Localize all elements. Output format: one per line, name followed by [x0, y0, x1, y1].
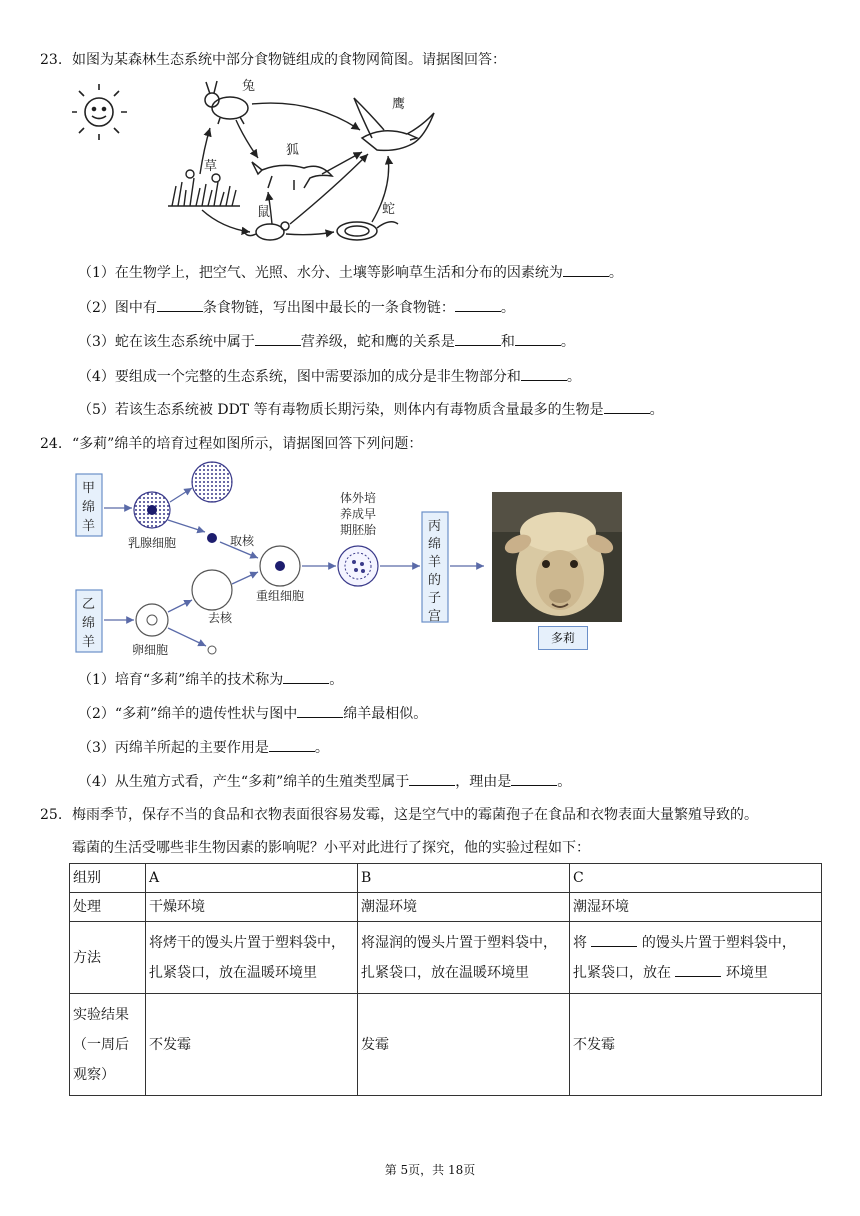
- q23-sub1: （1）在生物学上，把空气、光照、水分、土壤等影响草生活和分布的因素统为 。: [78, 262, 623, 283]
- q23-sub2: （2）图中有 条食物链，写出图中最长的一条食物链： 。: [78, 297, 515, 318]
- label-fox: 狐: [286, 143, 300, 158]
- table-row: 方法 将烤干的馒头片置于塑料袋中， 扎紧袋口，放在温暖环境里 将湿润的馒头片置于塑料袋中， 扎紧袋口，放在温暖环境里 将 的馒头片置于塑料袋中， 扎紧袋口，放在 环境里: [70, 922, 822, 994]
- label-mouse: 鼠: [257, 205, 271, 220]
- answer-blank[interactable]: [515, 331, 561, 346]
- dolly-label: 多莉: [538, 626, 588, 650]
- q24-number: 24.: [40, 436, 63, 452]
- label-take-nucleus: 取核: [230, 534, 255, 548]
- label-embryo: 期胚胎: [340, 523, 377, 537]
- arrow-grass-mouse: [202, 210, 250, 232]
- q23-sub3: （3）蛇在该生态系统中属于 营养级，蛇和鹰的关系是 和 。: [78, 331, 575, 352]
- answer-blank[interactable]: [604, 399, 650, 414]
- label-snake: 蛇: [382, 202, 396, 217]
- q24-stem: 24. “多莉”绵羊的培育过程如图所示，请据图回答下列问题：: [40, 436, 423, 452]
- answer-blank[interactable]: [455, 331, 501, 346]
- answer-blank[interactable]: [409, 771, 455, 786]
- label-grass: 草: [204, 159, 218, 174]
- table-row: 组别 A B C: [70, 864, 822, 893]
- q24-sub1: （1）培育“多莉”绵羊的技术称为 。: [78, 669, 343, 690]
- label-sheep-b: 乙绵羊: [82, 597, 96, 650]
- table-row: 处理 干燥环境 潮湿环境 潮湿环境: [70, 893, 822, 922]
- arrow-mouse-eagle: [290, 154, 368, 224]
- answer-blank[interactable]: [255, 331, 301, 346]
- grass-icon: [168, 170, 240, 206]
- embryo-icon: [338, 546, 378, 586]
- answer-blank[interactable]: [521, 366, 567, 381]
- nucleus-icon: [207, 533, 217, 543]
- label-embryo: 养成早: [340, 507, 377, 521]
- answer-blank[interactable]: [157, 297, 203, 312]
- arrow-rabbit-eagle: [252, 103, 360, 130]
- mouse-icon: [244, 222, 289, 240]
- label-recombined-cell: 重组细胞: [256, 589, 305, 603]
- label-rabbit: 兔: [242, 79, 256, 94]
- arrow-fox-eagle: [322, 152, 362, 174]
- answer-blank[interactable]: [269, 737, 315, 752]
- arrow-mouse-snake: [286, 232, 334, 235]
- q23-number: 23.: [40, 52, 63, 68]
- label-mammary-cell: 乳腺细胞: [128, 536, 177, 550]
- food-web-figure: [72, 78, 442, 253]
- answer-blank[interactable]: [511, 771, 557, 786]
- sun-icon: [72, 84, 127, 140]
- dotted-cell-icon: [192, 462, 232, 502]
- q23-sub5: （5）若该生态系统被 DDT 等有毒物质长期污染，则体内有毒物质含量最多的生物是 。: [78, 399, 664, 420]
- q25-stem: 25. 梅雨季节，保存不当的食品和衣物表面很容易发霉，这是空气中的霉菌孢子在食品和衣物表面大量繁殖导致的。: [40, 807, 758, 823]
- answer-blank[interactable]: [563, 262, 609, 277]
- q24-sub2: （2）“多莉”绵羊的遗传性状与图中 绵羊最相似。: [78, 703, 427, 724]
- fox-icon: [252, 162, 332, 190]
- answer-blank[interactable]: [455, 297, 501, 312]
- table-row: 实验结果 （一周后 观察） 不发霉 发霉 不发霉: [70, 994, 822, 1096]
- experiment-table: [69, 863, 822, 1096]
- label-embryo: 体外培: [340, 491, 377, 505]
- answer-blank[interactable]: [283, 669, 329, 684]
- page-footer: 第 5页，共 18页: [384, 1163, 476, 1177]
- q24-sub4: （4）从生殖方式看，产生“多莉”绵羊的生殖类型属于 ，理由是 。: [78, 771, 571, 792]
- answer-blank[interactable]: [297, 703, 343, 718]
- snake-icon: [337, 222, 398, 240]
- label-eagle: 鹰: [392, 97, 406, 112]
- q25-number: 25.: [40, 807, 63, 823]
- enucleated-egg-icon: [192, 570, 232, 610]
- q24-sub3: （3）丙绵羊所起的主要作用是 。: [78, 737, 329, 758]
- arrow-rabbit-fox: [236, 120, 258, 158]
- q23-stem: 23. 如图为某森林生态系统中部分食物链组成的食物网简图。请据图回答：: [40, 52, 506, 68]
- label-remove-nucleus: 去核: [208, 611, 233, 625]
- label-sheep-c-uterus: 丙绵羊的子宫: [428, 519, 442, 624]
- answer-blank[interactable]: [591, 932, 637, 947]
- dolly-photo: [492, 492, 622, 622]
- answer-blank[interactable]: [675, 962, 721, 977]
- q25-stem-line2: 霉菌的生活受哪些非生物因素的影响呢？小平对此进行了探究，他的实验过程如下：: [72, 840, 590, 856]
- q23-sub4: （4）要组成一个完整的生态系统，图中需要添加的成分是非生物部分和 。: [78, 366, 581, 387]
- label-egg-cell: 卵细胞: [132, 643, 169, 657]
- label-sheep-a: 甲绵羊: [82, 481, 96, 534]
